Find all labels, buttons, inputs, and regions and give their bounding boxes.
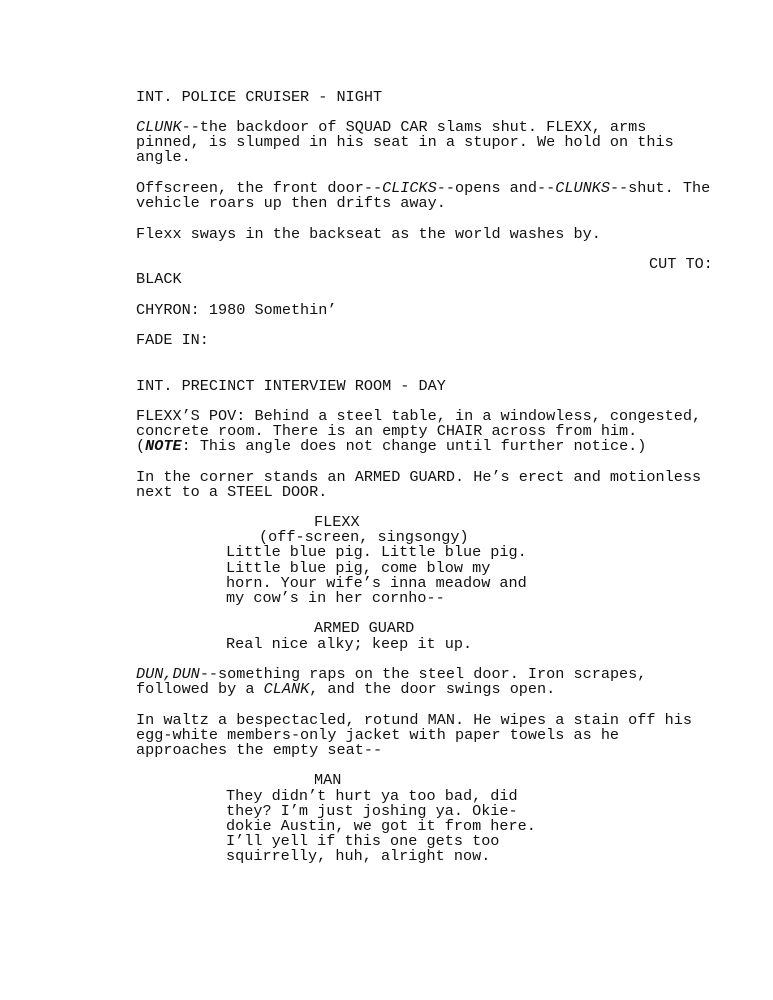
action-text: : This angle does not change until further notice.) — [181, 437, 647, 455]
sound-effect: CLANK — [263, 680, 310, 698]
action-paragraph: Flexx sways in the backseat as the world washes by. — [136, 225, 601, 243]
action-text: --something raps on the steel door. Iron scrapes, — [199, 665, 647, 683]
paren-open: ( — [136, 437, 146, 455]
action-text: --the backdoor of SQUAD CAR slams shut. FLEXX, arms — [181, 118, 647, 136]
character-name: MAN — [314, 771, 342, 789]
action-line: In waltz a bespectacled, rotund MAN. He wipes a stain off his — [136, 711, 692, 729]
sound-effect: CLUNKS — [555, 179, 610, 197]
dialogue-line: Little blue pig. Little blue pig. — [226, 543, 527, 561]
sound-effect: DUN,DUN — [136, 665, 200, 683]
action-line: next to a STEEL DOOR. — [136, 483, 328, 501]
parenthetical: (off-screen, singsongy) — [259, 528, 469, 546]
chyron: CHYRON: 1980 Somethin’ — [136, 301, 337, 319]
transition-fade-in: FADE IN: — [136, 331, 209, 349]
scene-heading: INT. POLICE CRUISER - NIGHT — [136, 88, 383, 106]
character-name: FLEXX — [314, 513, 360, 531]
dialogue-line: I’ll yell if this one gets too — [226, 832, 500, 850]
action-text: Offscreen, the front door-- — [136, 179, 383, 197]
action-text: followed by a — [136, 680, 264, 698]
sound-effect: CLICKS — [382, 179, 437, 197]
sound-effect: CLUNK — [136, 118, 182, 136]
action-text: , and the door swings open. — [309, 680, 556, 698]
character-name: ARMED GUARD — [314, 619, 415, 637]
action-line — [136, 439, 646, 454]
action-line: FLEXX’S POV: Behind a steel table, in a windowless, congested, — [136, 407, 702, 425]
note-label: NOTE — [145, 437, 182, 455]
action-paragraph: BLACK — [136, 270, 182, 288]
action-line — [136, 682, 555, 697]
dialogue-line: Little blue pig, come blow my — [226, 559, 491, 577]
action-text: --shut. The — [609, 179, 711, 197]
scene-heading: INT. PRECINCT INTERVIEW ROOM - DAY — [136, 377, 446, 395]
dialogue-line: dokie Austin, we got it from here. — [226, 817, 536, 835]
dialogue-line: They didn’t hurt ya too bad, did — [226, 787, 518, 805]
action-line: approaches the empty seat-- — [136, 741, 383, 759]
transition: CUT TO: — [649, 255, 713, 273]
action-line: In the corner stands an ARMED GUARD. He’s erect and motionless — [136, 468, 702, 486]
action-line: concrete room. There is an empty CHAIR across from him. — [136, 422, 638, 440]
dialogue-line: squirrelly, huh, alright now. — [226, 847, 491, 865]
action-line: vehicle roars up then drifts away. — [136, 194, 446, 212]
dialogue-line: horn. Your wife’s inna meadow and — [226, 574, 527, 592]
dialogue-line: my cow’s in her cornho-- — [226, 589, 445, 607]
action-line: pinned, is slumped in his seat in a stupor. We hold on this — [136, 133, 674, 151]
dialogue-line: they? I’m just joshing ya. Okie- — [226, 802, 518, 820]
action-text: --opens and-- — [436, 179, 556, 197]
action-line: egg-white members-only jacket with paper towels as he — [136, 726, 620, 744]
dialogue-line: Real nice alky; keep it up. — [226, 635, 473, 653]
action-line: angle. — [136, 148, 191, 166]
